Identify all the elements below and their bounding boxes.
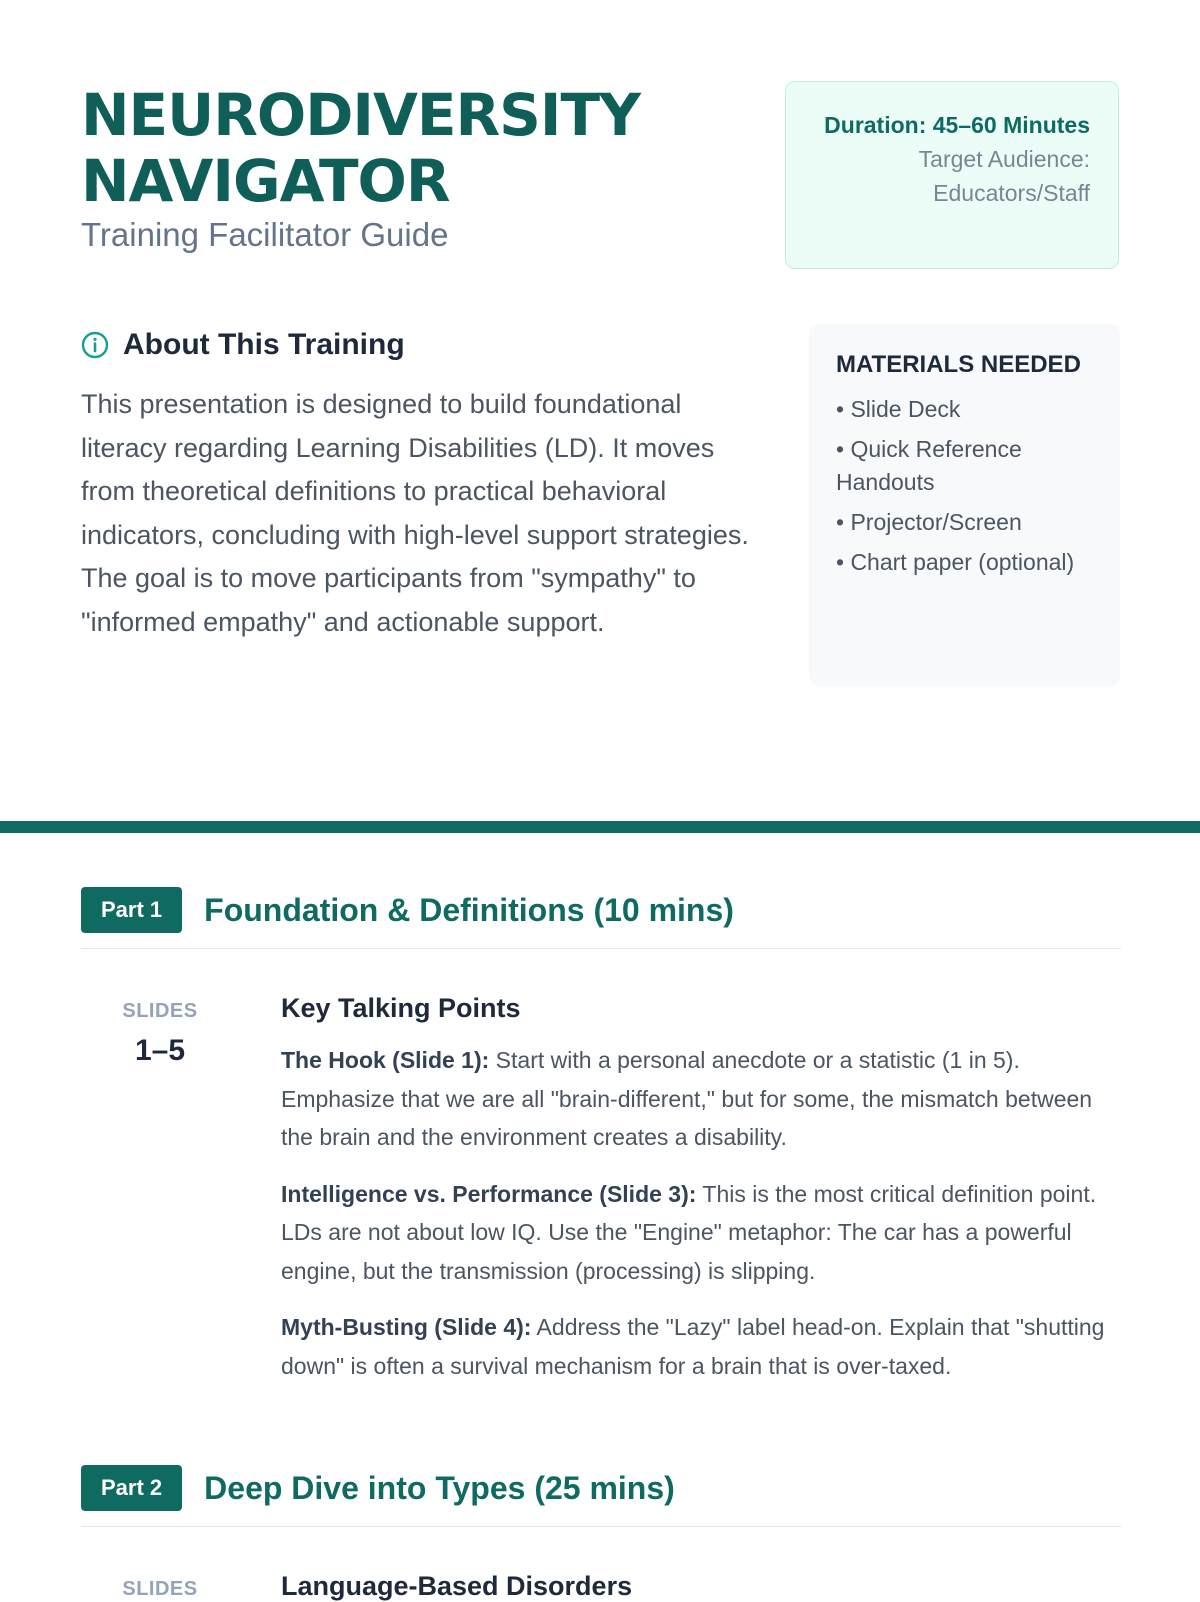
section-heading: Language-Based Disorders: [281, 1571, 633, 1601]
materials-item: • Projector/Screen: [836, 509, 1022, 535]
talking-point-label: The Hook (Slide 1):: [281, 1047, 490, 1073]
section-divider: [0, 821, 1200, 833]
part-title: Deep Dive into Types (25 mins): [204, 1469, 675, 1506]
talking-points-heading: Key Talking Points: [281, 993, 521, 1023]
about-heading: [81, 328, 405, 362]
materials-item: • Slide Deck: [836, 396, 961, 422]
talking-points-body: [281, 1041, 1126, 1403]
part-rule: [81, 948, 1121, 949]
slides-label: SLIDES: [122, 1000, 198, 1022]
talking-point-text: Start with a personal anecdote or a statistic (1 in 5). Emphasize that we are all "brain-different," but for some, the mismatch between the brain and the environment creates a disability.: [281, 1047, 1093, 1150]
session-info-box: [785, 81, 1119, 269]
page-subtitle: Training Facilitator Guide: [81, 216, 449, 253]
talking-point-label: Myth-Busting (Slide 4):: [281, 1314, 532, 1340]
talking-point: [281, 1041, 1126, 1157]
slides-label: SLIDES: [122, 1578, 198, 1600]
talking-point-text: This is the most critical definition point. LDs are not about low IQ. Use the "Engine" metaphor: The car has a powerful engine, but the transmission (processing) is slipping.: [281, 1180, 1097, 1284]
talking-point: [281, 1308, 1126, 1385]
about-heading-label: About This Training: [123, 328, 405, 361]
materials-item: • Chart paper (optional): [836, 549, 1075, 575]
part-title: Foundation & Definitions (10 mins): [204, 891, 734, 928]
materials-item: • Quick Reference Handouts: [836, 436, 1022, 495]
title-line-2: NAVIGATOR: [81, 147, 450, 215]
talking-point: [281, 1175, 1126, 1291]
part-badge: Part 1: [81, 887, 182, 933]
materials-list: [836, 393, 1098, 579]
talking-point-label: Intelligence vs. Performance (Slide 3):: [281, 1180, 697, 1207]
slides-range: 1–5: [134, 1034, 186, 1067]
title-line-1: NEURODIVERSITY: [81, 81, 641, 149]
about-description: This presentation is designed to build foundational literacy regarding Learning Disabilities (LD). It moves from theoretical definitions to practical behavioral indicators, concluding with high-level support strategies. The goal is to move participants from "sympathy" to "informed empathy" and actionable support.: [81, 389, 749, 637]
part-badge: Part 2: [81, 1465, 182, 1511]
duration-text: Duration: 45–60 Minutes: [824, 112, 1090, 138]
talking-point-text: Address the "Lazy" label head-on. Explain that "shutting down" is often a survival mechanism for a brain that is over-taxed.: [281, 1314, 1105, 1379]
audience-text: Target Audience: Educators/Staff: [918, 146, 1090, 206]
materials-heading: MATERIALS NEEDED: [836, 351, 1081, 378]
materials-panel: [809, 324, 1120, 686]
page-title: [81, 82, 761, 214]
part-rule: [81, 1526, 1121, 1527]
part-2-header: [81, 1465, 675, 1511]
info-circle-icon: [81, 331, 109, 359]
part-1-header: [81, 887, 734, 933]
